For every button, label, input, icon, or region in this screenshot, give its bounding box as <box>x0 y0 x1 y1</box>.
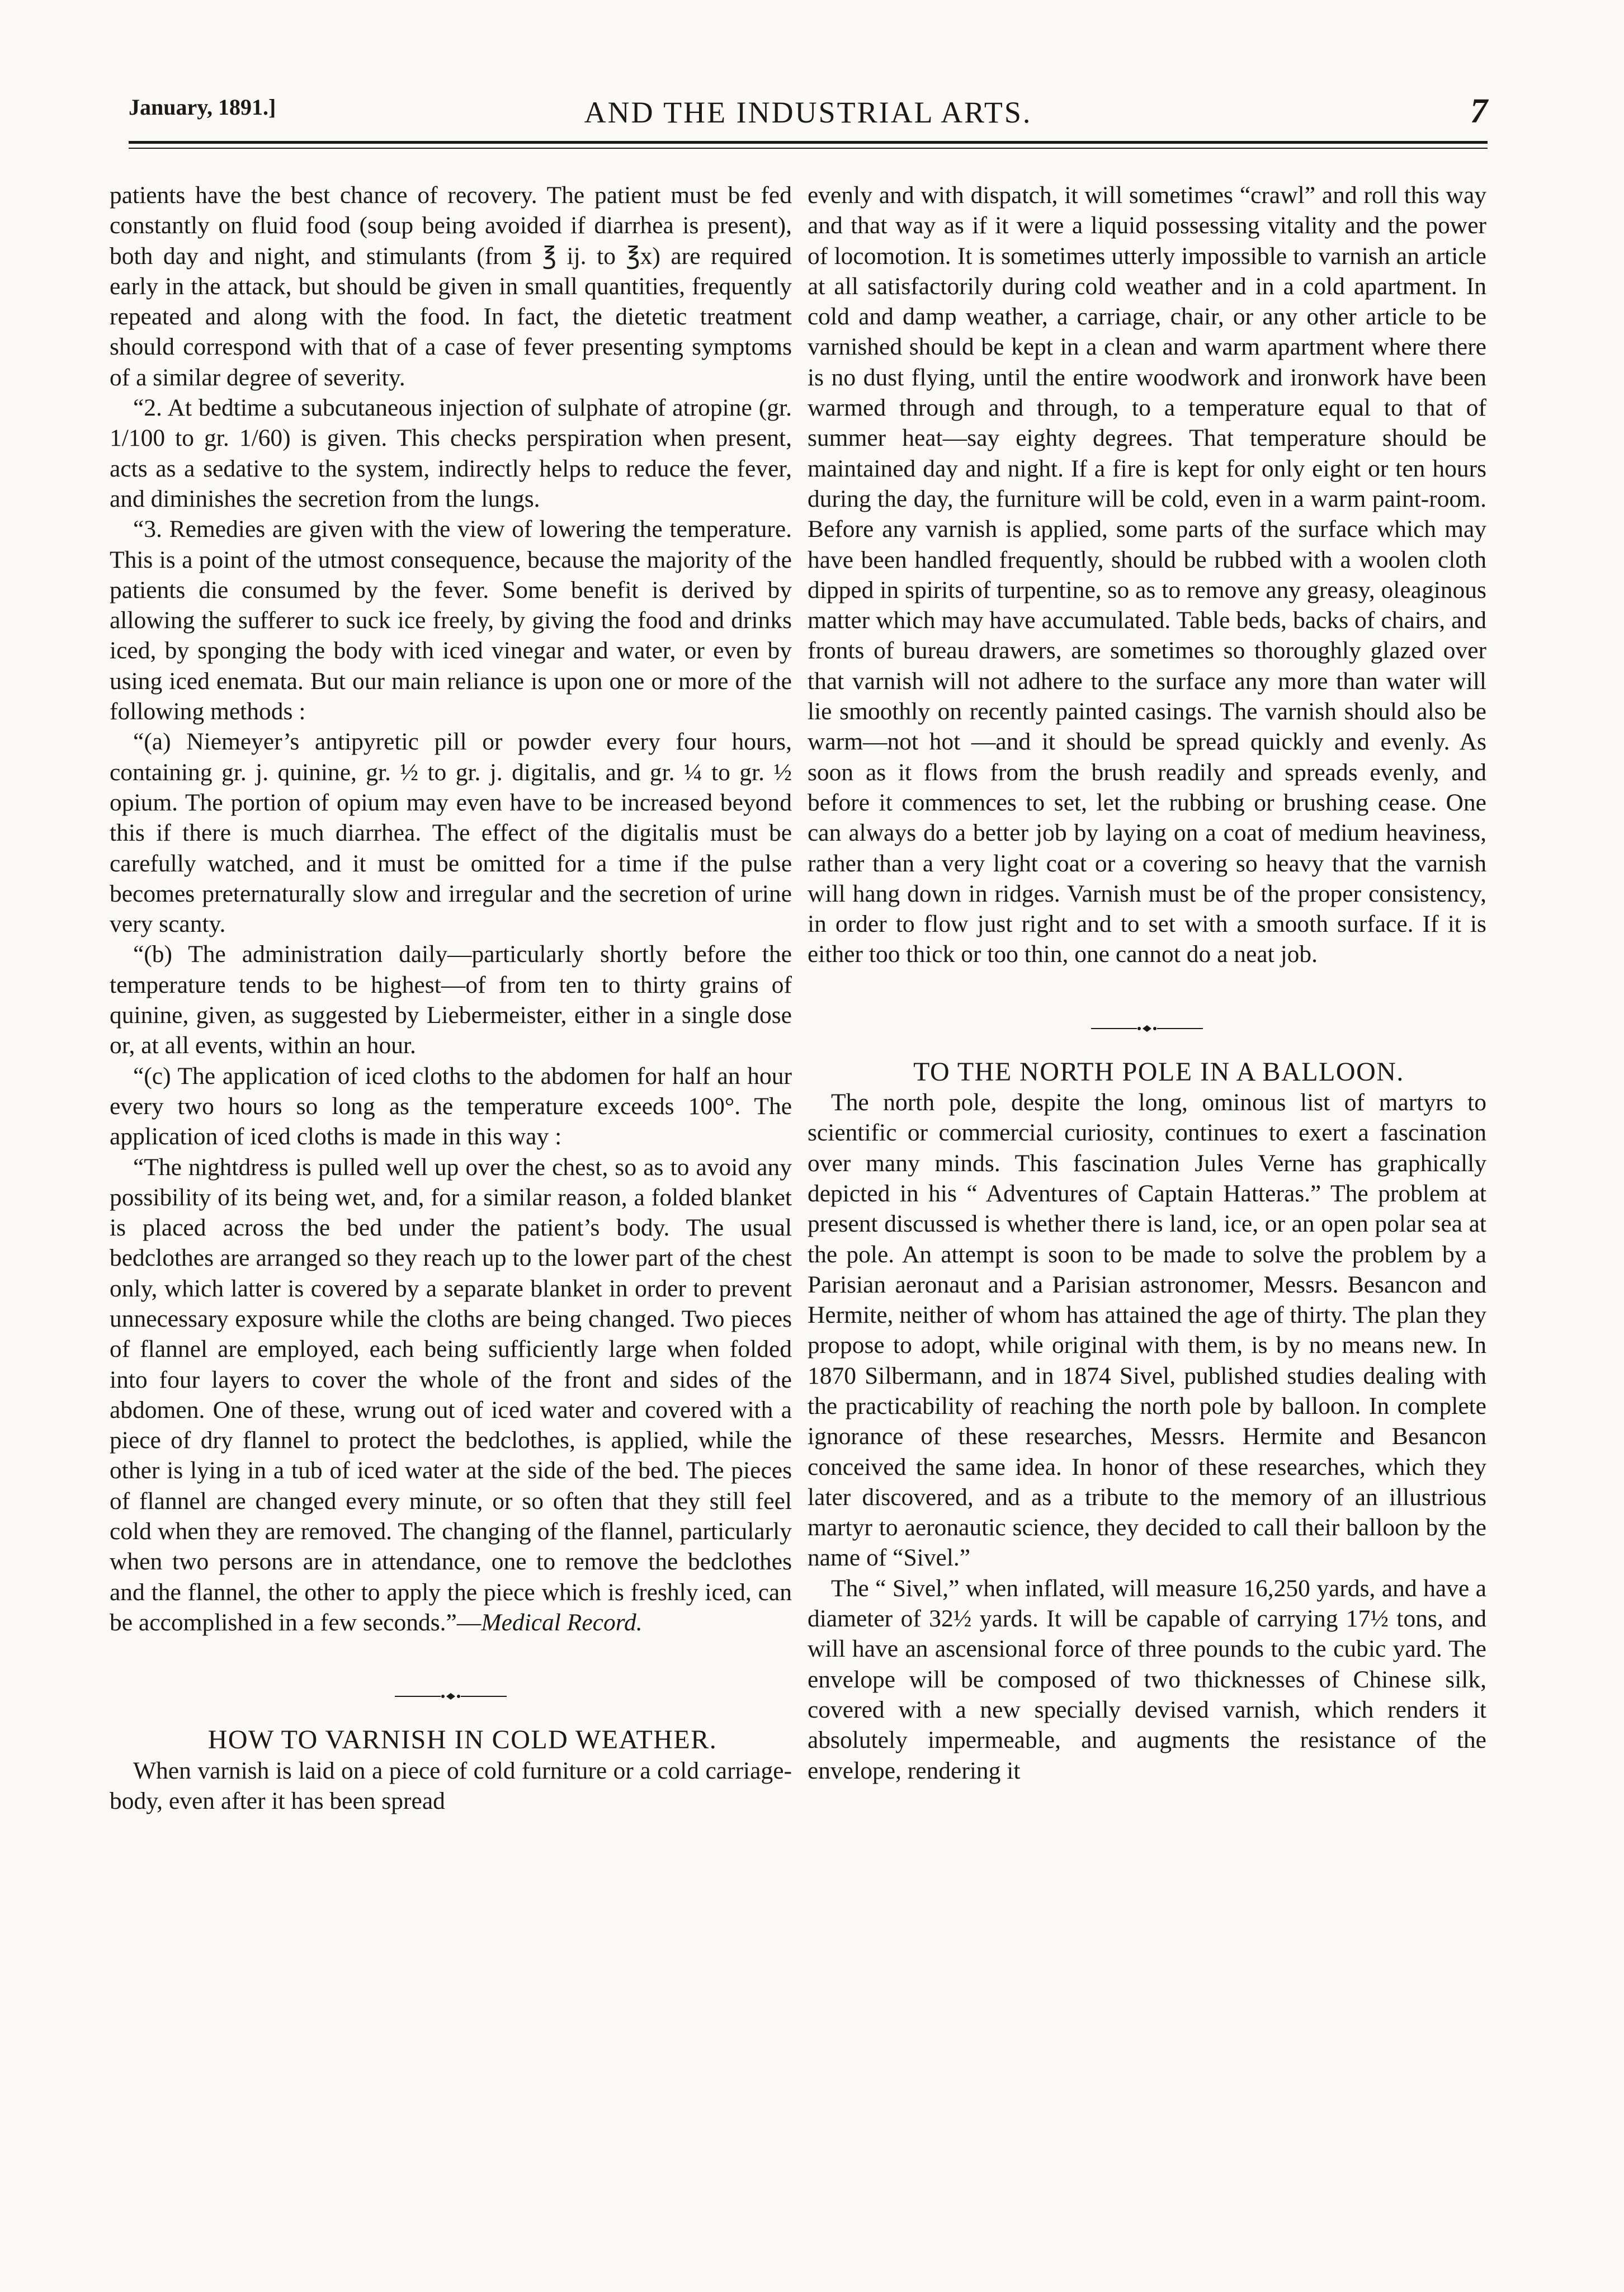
page-number: 7 <box>1470 92 1488 130</box>
paragraph: “(a) Niemeyer’s antipyretic pill or powder every four hours, containing gr. j. quinine, gr. ½ to gr. j. digitalis, and gr. ¼ to gr. ½ opium. The portion of opium may even have to be increased beyond this if there is much diarrhea. The effect of the digitalis must be carefully watched, and it must be omitted for a time if the pulse becomes preternaturally slow and irregular and the secretion of urine very scanty. <box>110 728 792 938</box>
paragraph: “3. Remedies are given with the view of lowering the temperature. This is a point of the utmost consequence, because the majority of the patients die consumed by the fever. Some benefit is derived by allowing the sufferer to suck ice freely, by giving the food and drinks iced, by sponging the body with iced vinegar and water, or even by using iced enemata. But our main reliance is upon one or more of the following methods : <box>110 516 792 725</box>
paragraph-with-citation <box>110 1152 792 1638</box>
paragraph: “2. At bedtime a subcutaneous injection of sulphate of atropine (gr. 1/100 to gr. 1/60) is given. This checks perspiration when present, acts as a sedative to the system, indirectly helps to reduce the fever, and diminishes the secretion from the lungs. <box>110 394 792 512</box>
paragraph: “The nightdress is pulled well up over the chest, so as to avoid any possibility of its being wet, and, for a similar reason, a folded blanket is placed across the bed under the patient’s body. The usual bedclothes are arranged so they reach up to the lower part of the chest only, which latter is covered by a separate blanket in order to prevent unnecessary exposure while the cloths are being changed. Two pieces of flannel are employed, each being sufficiently large when folded into four layers to cover the whole of the front and sides of the abdomen. One of these, wrung out of iced water and covered with a piece of dry flannel to protect the bedclothes, is applied, while the other is lying in a tub of iced water at the side of the bed. The pieces of flannel are changed every minute, or so often that they still feel cold when they are removed. The changing of the flannel, particularly when two persons are in attendance, one to remove the bedclothes and the flannel, the other to apply the piece which is freshly iced, can be accomplished in a few seconds.”— <box>110 1153 792 1636</box>
header-rule-thin <box>129 148 1488 149</box>
right-column <box>808 180 1486 1786</box>
header-date: January, 1891.] <box>129 95 276 120</box>
paragraph: “(b) The administration daily—particularly shortly before the temperature tends to be highest—of from ten to thirty grains of quinine, given, as suggested by Liebermeister, either in a single dose or, at all events, within an hour. <box>110 941 792 1059</box>
paragraph: The “ Sivel,” when inflated, will measure 16,250 yards, and have a diameter of 32½ yards. It will be capable of carrying 17½ tons, and will have an ascensional force of three pounds to the cubic yard. The envelope will be composed of two thicknesses of Chinese silk, covered with a new specially devised varnish, which renders it absolutely impermeable, and augments the resistance of the envelope, rendering it <box>808 1574 1486 1784</box>
running-header <box>129 91 1488 135</box>
paragraph: evenly and with dispatch, it will sometimes “crawl” and roll this way and that way as if it were a liquid possessing vitality and the power of locomotion. It is sometimes utterly impossible to varnish an article at all satisfactorily during cold weather and in a cold apartment. In cold and damp weather, a carriage, chair, or any other article to be varnished should be kept in a clean and warm apartment where there is no dust flying, until the entire woodwork and ironwork have been warmed through and through, to a temperature equal to that of summer heat—say eighty degrees. That temperature should be maintained day and night. If a fire is kept for only eight or ten hours during the day, the furniture will be cold, even in a warm paint-room. Before any varnish is applied, some parts of the surface which may have been handled frequently, should be rubbed with a woolen cloth dipped in spirits of turpentine, so as to remove any greasy, oleaginous matter which may have accumulated. Table beds, backs of chairs, and fronts of bureau drawers, are sometimes so thoroughly glazed over that varnish will not adhere to the surface any more than water will lie smoothly on recently painted casings. The varnish should also be warm—not hot —and it should be spread quickly and evenly. As soon as it flows from the brush readily and spreads evenly, and before it commences to set, let the rubbing or brushing cease. One can always do a better job by laying on a coat of medium heaviness, rather than a very light coat or a covering so heavy that the varnish will hang down in ridges. Varnish must be of the proper consistency, in order to flow just right and to set with a smooth surface. If it is either too thick or too thin, one cannot do a neat job. <box>808 182 1486 968</box>
paragraph: “(c) The application of iced cloths to the abdomen for half an hour every two hours so long as the temperature exceeds 100°. The application of iced cloths is made in this way : <box>110 1062 792 1150</box>
paragraph: patients have the best chance of recovery. The patient must be fed constantly on fluid food (soup being avoided if diarrhea is present), both day and night, and stimulants (from ℥ ij. to ℥x) are required early in the attack, but should be given in small quantities, frequently repeated and along with the food. In fact, the dietetic treatment should correspond with that of a case of fever presenting symptoms of a similar degree of severity. <box>110 182 792 391</box>
article-heading-varnish: HOW TO VARNISH IN COLD WEATHER. <box>207 1725 717 1755</box>
left-column <box>110 180 792 1816</box>
header-rule-thick <box>129 141 1488 144</box>
section-divider-ornament <box>110 1679 792 1690</box>
paragraph: The north pole, despite the long, ominous list of martyrs to scientific or commercial curiosity, continues to exert a fascination over many minds. This fascination Jules Verne has graphically depicted in his “ Adventures of Captain Hatteras.” The problem at present discussed is whether there is land, ice, or an open polar sea at the pole. An attempt is soon to be made to solve the problem by a Parisian aeronaut and a Parisian astronomer, Messrs. Besancon and Hermite, neither of whom has attained the age of thirty. The plan they propose to adopt, while original with them, is by no means new. In 1870 Silbermann, and in 1874 Sivel, published studies dealing with the practicability of reaching the north pole by balloon. In complete ignorance of these researches, Messrs. Hermite and Besancon conceived the same idea. In honor of these researches, which they later discovered, and as a tribute to the memory of an illustrious martyr to aeronautic science, they decided to call their balloon by the name of “Sivel.” <box>808 1089 1486 1572</box>
paragraph: When varnish is laid on a piece of cold furniture or a cold carriage-body, even after it has been spread <box>110 1757 792 1814</box>
article-heading-balloon: TO THE NORTH POLE IN A BALLOON. <box>913 1057 1404 1087</box>
header-title: AND THE INDUSTRIAL ARTS. <box>584 96 1032 129</box>
section-divider-ornament <box>808 1011 1486 1022</box>
citation: Medical Record. <box>481 1609 643 1636</box>
